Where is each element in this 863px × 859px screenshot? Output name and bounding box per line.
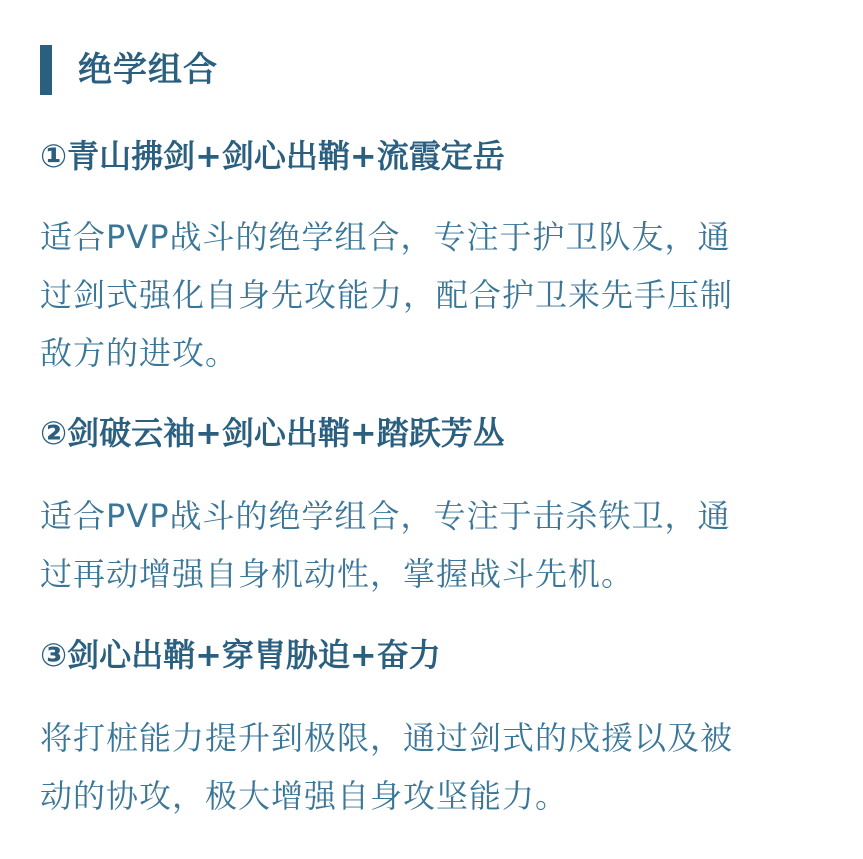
combo-desc-line: 将打桩能力提升到极限，通过剑式的戍援以及被 [40, 719, 734, 757]
combo-desc-2 [40, 487, 810, 603]
combo-desc-line: 适合PVP战斗的绝学组合，专注于击杀铁卫，通 [40, 497, 731, 535]
section-title: 绝学组合 [78, 50, 218, 90]
combo-title-2: ②剑破云袖+剑心出鞘+踏跃芳丛 [40, 414, 505, 452]
combo-title-1: ①青山拂剑+剑心出鞘+流霞定岳 [40, 137, 505, 175]
combo-desc-1 [40, 208, 810, 382]
combo-desc-line: 过再动增强自身机动性，掌握战斗先机。 [40, 555, 635, 593]
section-header [40, 44, 218, 96]
combo-desc-line: 适合PVP战斗的绝学组合，专注于护卫队友，通 [40, 218, 731, 256]
accent-bar [40, 45, 52, 95]
combo-desc-line: 动的协攻，极大增强自身攻坚能力。 [40, 777, 569, 815]
combo-desc-3 [40, 709, 810, 825]
combo-desc-line: 过剑式强化自身先攻能力，配合护卫来先手压制 [40, 276, 734, 314]
combo-title-3: ③剑心出鞘+穿胄胁迫+奋力 [40, 636, 441, 674]
combo-desc-line: 敌方的进攻。 [40, 334, 239, 372]
